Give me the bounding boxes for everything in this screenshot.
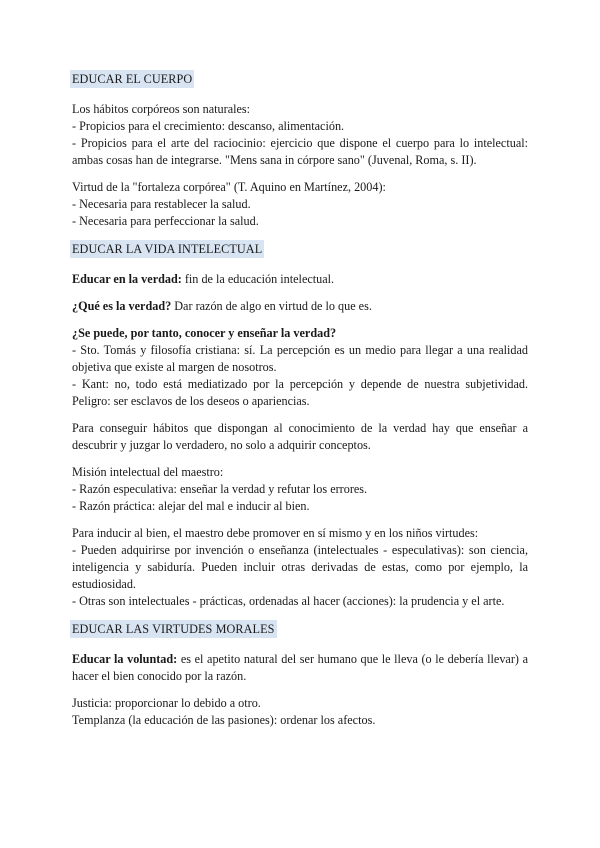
section-heading: EDUCAR LAS VIRTUDES MORALES [72,622,275,636]
text-line: Para inducir al bien, el maestro debe promover en sí mismo y en los niños virtudes: [72,526,479,540]
list-item: - Otras son intelectuales - prácticas, ordenadas al hacer (acciones): la prudencia y el arte. [72,594,505,608]
text-line: Los hábitos corpóreos son naturales: [72,102,251,116]
paragraph [72,101,528,169]
list-item: - Sto. Tomás y filosofía cristiana: sí. La percepción es un medio para llegar a una realidad objetiva que existe al margen de nosotros. [72,343,528,374]
text-line: Justicia: proporcionar lo debido a otro. [72,696,261,710]
list-item: - Propicios para el arte del raciocinio: ejercicio que dispone el cuerpo para lo intelectual: ambas cosas han de integrarse. "Mens sana in córpore sano" (Juvenal, Roma, s. II). [72,136,528,167]
section-educar-vida-intelectual [72,240,528,610]
list-item: - Razón práctica: alejar del mal e inducir al bien. [72,499,310,513]
text: fin de la educación intelectual. [181,272,335,286]
paragraph [72,325,528,410]
text: Dar razón de algo en virtud de lo que es. [171,299,372,313]
paragraph [72,298,528,315]
text: es el apetito natural del ser humano que le lleva (o le debería llevar) a hacer el bien conocido por la razón. [72,652,528,683]
text-line: Misión intelectual del maestro: [72,465,224,479]
section-educar-cuerpo [72,70,528,230]
paragraph [72,651,528,685]
paragraph [72,464,528,515]
list-item: - Propicios para el crecimiento: descanso, alimentación. [72,119,345,133]
paragraph [72,179,528,230]
text-line: Virtud de la "fortaleza corpórea" (T. Aquino en Martínez, 2004): [72,180,386,194]
section-heading: EDUCAR LA VIDA INTELECTUAL [72,242,263,256]
bold-term: Educar en la verdad: [72,272,182,286]
section-educar-virtudes-morales [72,620,528,729]
section-heading: EDUCAR EL CUERPO [72,72,193,86]
list-item: - Kant: no, todo está mediatizado por la percepción y depende de nuestra subjetividad. Peligro: ser esclavos de los deseos o apariencias. [72,377,528,408]
paragraph [72,271,528,288]
paragraph [72,525,528,610]
text-line: Templanza (la educación de las pasiones): ordenar los afectos. [72,713,376,727]
bold-question: ¿Se puede, por tanto, conocer y enseñar la verdad? [72,326,337,340]
bold-term: Educar la voluntad: [72,652,178,666]
bold-term: ¿Qué es la verdad? [72,299,172,313]
list-item: - Pueden adquirirse por invención o enseñanza (intelectuales - especulativas): son ciencia, inteligencia y sabiduría. Pueden incluir otras derivadas de estas, como por ejemplo, la estudiosidad. [72,543,528,591]
list-item: - Necesaria para restablecer la salud. [72,197,251,211]
paragraph: Para conseguir hábitos que dispongan al conocimiento de la verdad hay que enseñar a descubrir y juzgar lo verdadero, no solo a adquirir conceptos. [72,421,528,452]
paragraph [72,695,528,729]
list-item: - Razón especulativa: enseñar la verdad y refutar los errores. [72,482,368,496]
list-item: - Necesaria para perfeccionar la salud. [72,214,259,228]
